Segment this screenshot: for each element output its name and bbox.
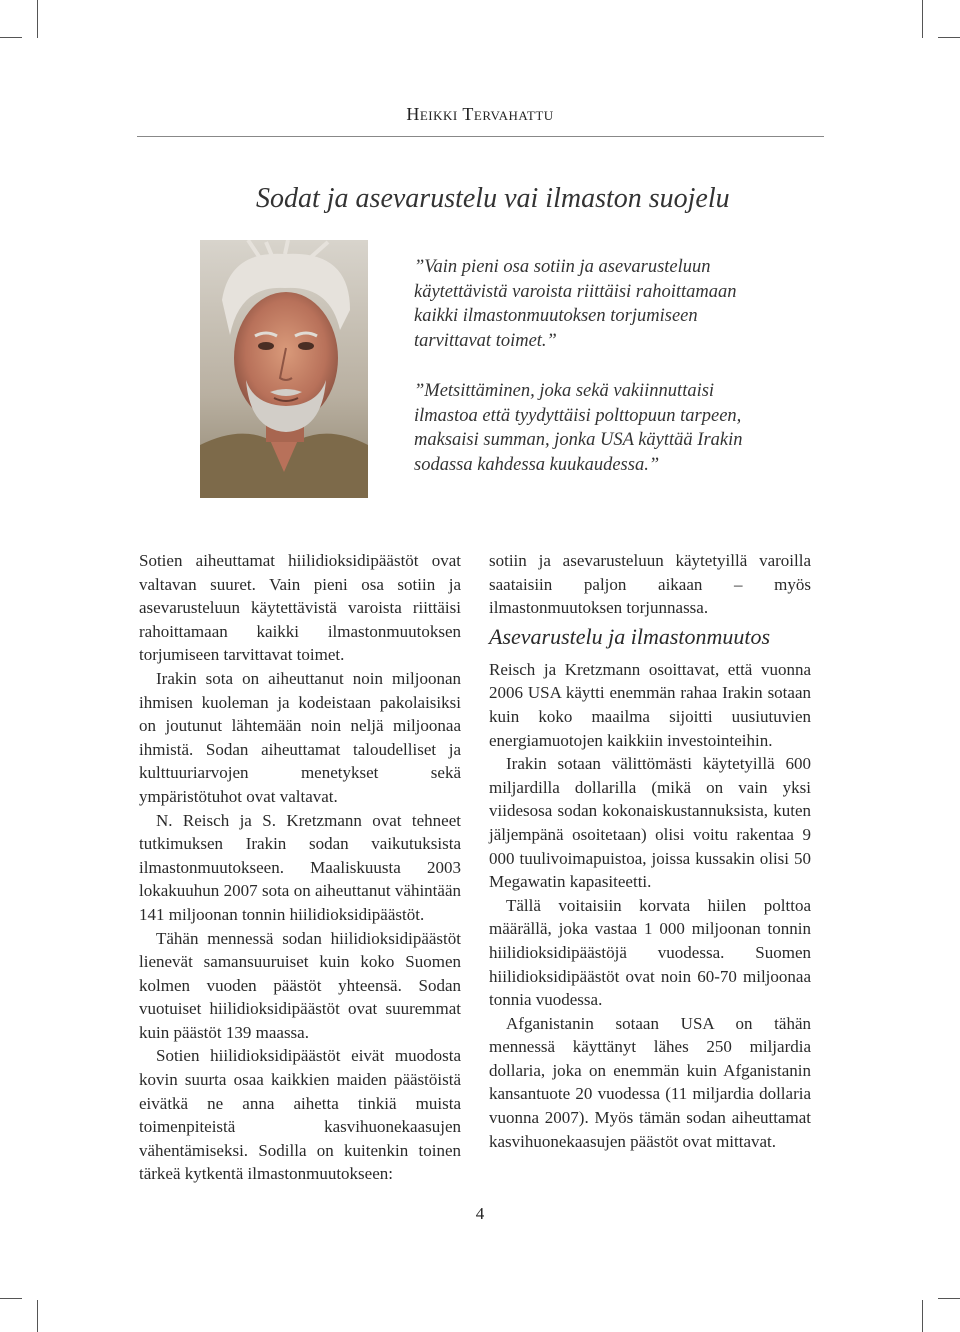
page-number: 4 <box>475 1204 485 1223</box>
paragraph: Irakin sotaan välittömästi käytetyillä 600 miljardilla dollarilla (mikä on vain yksi viidesosa sodan kokonaiskustannuksista, kuten jäljempänä osoitetaan) olisi voitu rakentaa 9 000 tuulivoimapuistoa, joissa kussakin olisi 50 Megawatin kapasiteetti. <box>489 754 811 892</box>
crop-mark <box>37 0 38 38</box>
paragraph: Sotien aiheuttamat hiilidioksidipäästöt ovat valtavan suuret. Vain pieni osa sotiin ja asevarusteluun käytettävistä varoista riittäisi rahoittamaan kaikki ilmastonmuutoksen torjumiseen tarvittavat toimet. <box>139 551 461 665</box>
crop-mark <box>938 1298 960 1299</box>
crop-mark <box>0 37 22 38</box>
paragraph: Irakin sota on aiheuttanut noin miljoonan ihmisen kuoleman ja kodeistaan pakolaisiksi on joutunut lähtemään noin neljä miljoonaa ihmistä. Sodan aiheuttamat taloudelliset ja kulttuuriarvojen menetykset sekä ympäristötuhot ovat valtavat. <box>139 668 461 806</box>
paragraph: Sotien hiilidioksidipäästöt eivät muodosta kovin suurta osaa kaikkien maiden päästöistä eivätkä ne anna aihetta tinkiä muista toimenpiteistä kasvihuonekaasujen vähentämiseksi. Sodilla on kuitenkin toinen tärkeä kytkentä ilmastonmuutokseen: <box>139 1046 461 1184</box>
left-column <box>139 549 461 1186</box>
paragraph: Afganistanin sotaan USA on tähän mennessä käyttänyt lähes 250 miljardia dollaria, joka on enemmän kuin Afganistanin kansantuote 20 vuodessa (11 miljardia dollaria vuonna 2007). Myös tämän sodan aiheuttamat kasvihuonekaasujen päästöt ovat mittavat. <box>489 1013 811 1151</box>
paragraph: sotiin ja asevarusteluun käytetyillä varoilla saataisiin paljon aikaan – myös ilmastonmuutoksen torjunnassa. <box>489 551 811 618</box>
section-heading: Asevarustelu ja ilmastonmuutos <box>489 623 771 649</box>
author-portrait-icon <box>200 240 368 498</box>
crop-mark <box>922 1300 923 1332</box>
paragraph: N. Reisch ja S. Kretzmann ovat tehneet tutkimuksen Irakin sodan vaikutuksista ilmastonmuutokseen. Maaliskuusta 2003 lokakuuhun 2007 sota on aiheuttanut vähintään 141 miljoonan tonnin hiilidioksidipäästöt. <box>139 810 461 924</box>
pull-quote-2: ”Metsittäminen, joka sekä vakiinnuttaisi ilmastoa että tyydyttäisi polttopuun tarpeen, maksaisi summan, jonka USA käyttää Irakin sodassa kahdessa kuukaudessa.” <box>414 381 743 475</box>
paragraph: Reisch ja Kretzmann osoittavat, että vuonna 2006 USA käytti enemmän rahaa Irakin sotaan kuin koko maailma sijoitti uusiutuvien energiamuotojen kaikkiin investointeihin. <box>489 659 811 750</box>
crop-mark <box>0 1298 22 1299</box>
crop-mark <box>938 37 960 38</box>
right-column <box>489 549 811 1153</box>
crop-mark <box>922 0 923 38</box>
pull-quote-1: ”Vain pieni osa sotiin ja asevarusteluun käytettävistä varoista riittäisi rahoittamaan kaikki ilmastonmuutoksen torjumiseen tarvittavat toimet.” <box>414 257 737 351</box>
author-photo <box>200 240 368 498</box>
article-title: Sodat ja asevarustelu vai ilmaston suojelu <box>256 183 730 214</box>
header-rule <box>137 136 824 137</box>
paragraph: Tähän mennessä sodan hiilidioksidipäästöt lienevät samansuuruiset kuin koko Suomen kolmen vuoden päästöt yhteensä. Sodan vuotuiset hiilidioksidipäästöt ovat suuremmat kuin päästöt 139 maassa. <box>139 928 461 1042</box>
paragraph: Tällä voitaisiin korvata hiilen polttoa määrällä, joka vastaa 1 000 miljoonan tonnin hiilidioksidipäästöjä vuodessa. Suomen hiilidioksidipäästöt ovat noin 60-70 miljoonaa tonnia vuodessa. <box>489 895 811 1010</box>
crop-mark <box>37 1300 38 1332</box>
running-header-author: Heikki Tervahattu <box>406 104 554 124</box>
